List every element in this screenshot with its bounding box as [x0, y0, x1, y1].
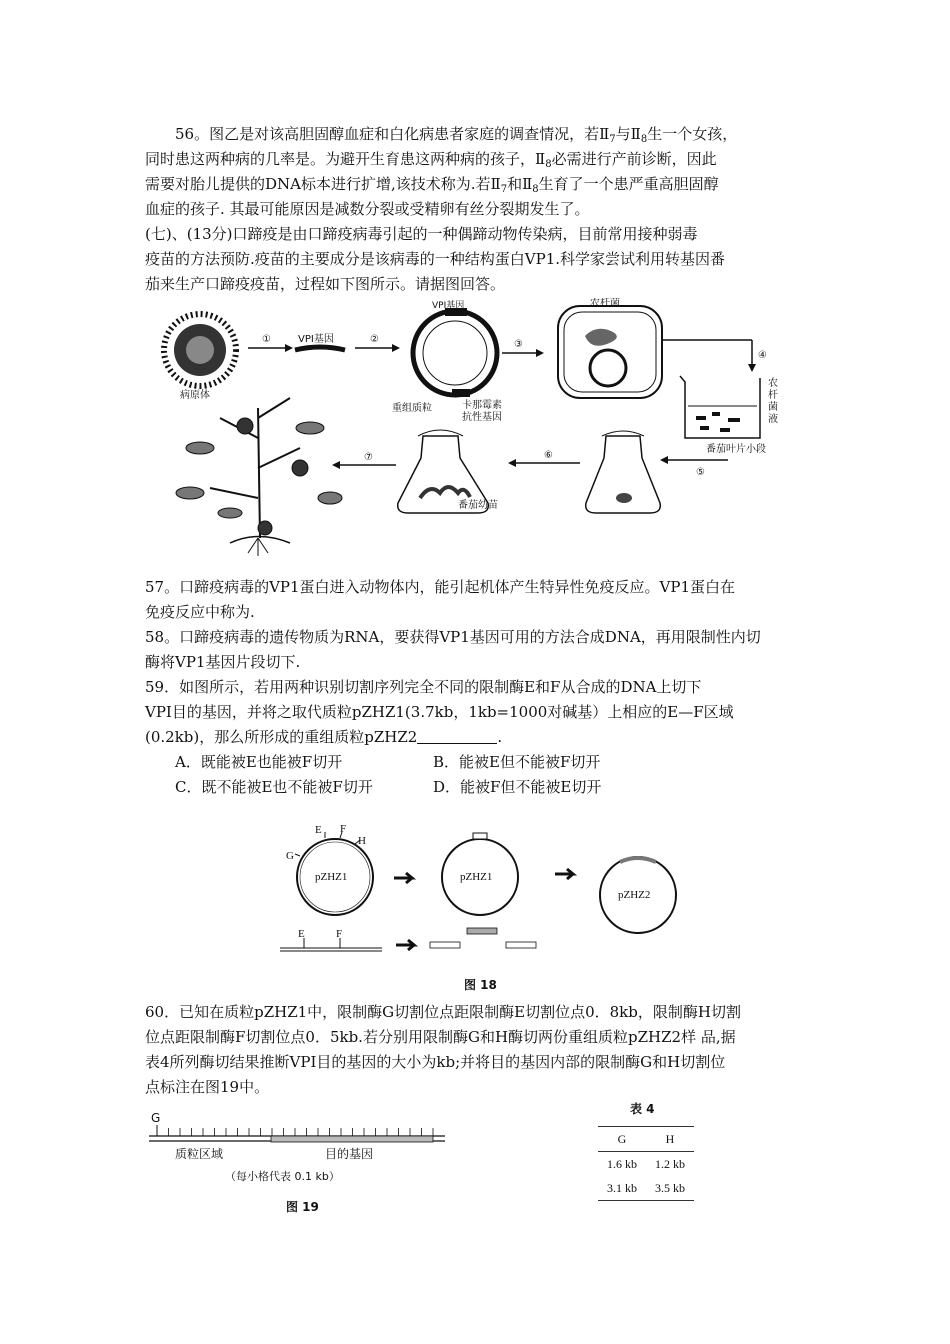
- svg-text:杆: 杆: [768, 390, 778, 401]
- q60-line4: 点标注在图19中。: [145, 1078, 270, 1096]
- svg-text:⑤: ⑤: [696, 467, 705, 478]
- svg-text:抗性基因: 抗性基因: [462, 412, 502, 423]
- option-b[interactable]: B．能被E但不能被F切开: [433, 753, 601, 771]
- culture-flask-2: [586, 431, 661, 513]
- svg-text:农: 农: [768, 378, 778, 389]
- pathogen-label: 病原体: [180, 390, 210, 401]
- svg-text:农杆菌: 农杆菌: [590, 298, 620, 309]
- svg-text:（每小格代表 0.1 kb）: （每小格代表 0.1 kb）: [225, 1170, 340, 1183]
- figure-18-caption: 图 18: [464, 978, 497, 992]
- svg-text:菌: 菌: [768, 402, 778, 413]
- q60-line1: 60．已知在质粒pZHZ1中，限制酶G切割位点距限制酶E切割位点0．8kb，限制酶H切割: [145, 1003, 741, 1021]
- q56-line3: 需要对胎儿提供的DNA标本进行扩增,该技术称为.若$Ⅱ_7$和$Ⅱ_8$生育了一个患严重高胆固醇: [145, 175, 719, 195]
- svg-text:⑥: ⑥: [544, 450, 553, 461]
- q60-line2: 位点距限制酶F切割位点0．5kb.若分别用限制酶G和H酶切两份重组质粒pZHZ2样 品,据: [145, 1028, 736, 1046]
- svg-text:番茄幼苗: 番茄幼苗: [458, 500, 498, 511]
- option-c[interactable]: C．既不能被E也不能被F切开: [175, 778, 373, 796]
- svg-text:④: ④: [758, 350, 767, 361]
- svg-text:H: H: [358, 835, 366, 847]
- q56-line4: 血症的孩子. 其最可能原因是减数分裂或受精卵有丝分裂期发生了。: [145, 200, 590, 218]
- vp1-gene-label: VPI基因: [298, 334, 334, 345]
- svg-text:⑦: ⑦: [364, 452, 373, 463]
- svg-text:E: E: [315, 824, 322, 836]
- q58-line1: 58。口蹄疫病毒的遗传物质为RNA，要获得VP1基因可用的方法合成DNA，再用限制性内切: [145, 628, 761, 646]
- beaker-icon: [680, 376, 760, 438]
- q57-line2: 免疫反应中称为.: [145, 603, 255, 621]
- q60-line3: 表4所列酶切结果推断VPI目的基因的大小为kb;并将目的基因内部的限制酶G和H切割位: [145, 1053, 726, 1071]
- q56-line2: 同时患这两种病的几率是。为避开生育患这两种病的孩子，$Ⅱ_8$必需进行产前诊断，因此: [145, 150, 717, 170]
- svg-text:质粒区域: 质粒区域: [175, 1147, 224, 1161]
- q57-line1: 57。口蹄疫病毒的VP1蛋白进入动物体内，能引起机体产生特异性免疫反应。VP1蛋白在: [145, 578, 736, 596]
- svg-text:番茄叶片小段: 番茄叶片小段: [706, 444, 766, 455]
- answer-blank[interactable]: [417, 729, 497, 744]
- svg-text:G: G: [286, 850, 294, 862]
- vp1-gene-fragment: [295, 347, 345, 350]
- q59-line3: (0.2kb)，那么所形成的重组质粒pZHZ2 .: [145, 728, 503, 746]
- recombinant-plasmid-icon: [413, 308, 497, 397]
- sec7-line2: 疫苗的方法预防.疫苗的主要成分是该病毒的一种结构蛋白VP1.科学家尝试利用转基因番: [145, 250, 726, 268]
- sec7-line3: 茄来生产口蹄疫疫苗，过程如下图所示。请据图回答。: [145, 275, 506, 293]
- q59-line2: VPI目的基因，并将之取代质粒pZHZ1(3.7kb，1kb=1000对碱基）上相应的E—F区域: [145, 703, 734, 721]
- option-a[interactable]: A．既能被E也能被F切开: [175, 753, 343, 771]
- svg-text:pZHZ1: pZHZ1: [315, 871, 348, 883]
- svg-text:F: F: [336, 928, 343, 940]
- svg-text:pZHZ2: pZHZ2: [618, 889, 651, 901]
- target-gene-bar: [271, 1136, 433, 1142]
- svg-text:②: ②: [370, 334, 379, 345]
- transgenic-process-diagram: [140, 298, 820, 560]
- svg-text:pZHZ1: pZHZ1: [460, 871, 493, 883]
- svg-text:重组质粒: 重组质粒: [392, 403, 432, 414]
- svg-text:G: G: [151, 1111, 161, 1125]
- svg-text:①: ①: [262, 334, 271, 345]
- agrobacterium-icon: [558, 306, 662, 398]
- pathogen-icon: [164, 314, 236, 386]
- svg-text:VPI基因: VPI基因: [432, 301, 465, 311]
- tomato-plant-icon: [176, 398, 342, 556]
- figure-18: [270, 820, 690, 970]
- table-4-caption: 表 4: [630, 1102, 655, 1116]
- q59-line1: 59．如图所示，若用两种识别切割序列完全不同的限制酶E和F从合成的DNA上切下: [145, 678, 702, 696]
- table-4: G H 1.6 kb 1.2 kb 3.1 kb 3.5 kb: [598, 1126, 694, 1201]
- figure-19-caption: 图 19: [286, 1200, 319, 1214]
- option-d[interactable]: D．能被F但不能被E切开: [433, 778, 602, 796]
- svg-text:③: ③: [514, 339, 523, 350]
- q58-line2: 酶将VP1基因片段切下.: [145, 653, 301, 671]
- svg-text:卡那霉素: 卡那霉素: [462, 400, 502, 411]
- q56-line1: 56。图乙是对该高胆固醇血症和白化病患者家庭的调查情况，若$Ⅱ_7$与$Ⅱ_8$生一个女孩，: [175, 125, 738, 145]
- svg-text:F: F: [340, 823, 347, 835]
- svg-text:液: 液: [768, 414, 778, 425]
- svg-text:目的基因: 目的基因: [325, 1147, 374, 1161]
- svg-text:E: E: [298, 928, 305, 940]
- sec7-line1: (七)、(13分)口蹄疫是由口蹄疫病毒引起的一种偶蹄动物传染病，目前常用接种弱毒: [145, 225, 698, 243]
